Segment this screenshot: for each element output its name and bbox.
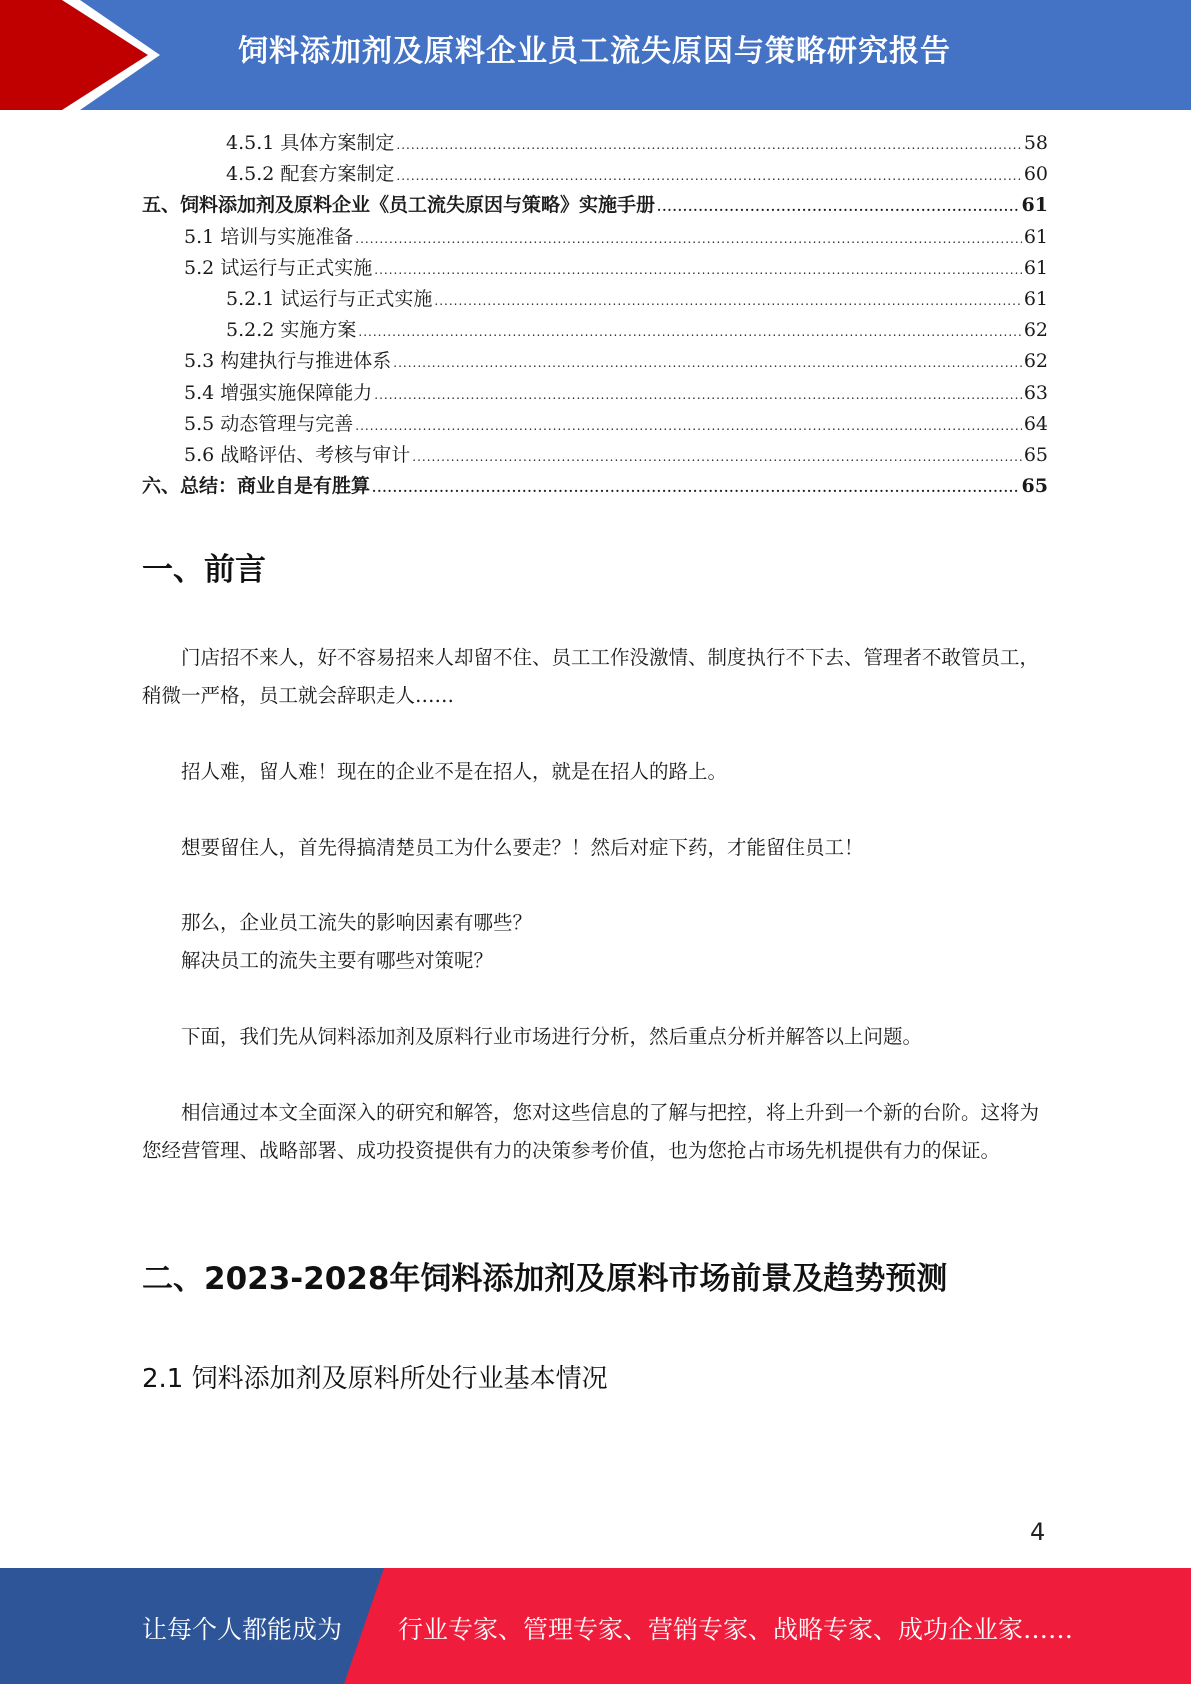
- subsection-heading: 2.1 饲料添加剂及原料所处行业基本情况: [142, 1364, 608, 1394]
- toc-entry-page: 61: [1023, 256, 1048, 279]
- toc-entry[interactable]: [142, 128, 1048, 159]
- toc-entry[interactable]: [142, 409, 1048, 440]
- footer-slogan-right: 行业专家、管理专家、营销专家、战略专家、成功企业家……: [398, 1615, 1074, 1644]
- toc-leader-dots: [396, 130, 1021, 161]
- toc-leader-dots: [396, 161, 1021, 192]
- toc-leader-dots: [358, 317, 1021, 348]
- paragraph: 解决员工的流失主要有哪些对策呢？: [181, 949, 494, 972]
- page-footer: [0, 1568, 1191, 1684]
- toc-entry-page: 61: [1021, 194, 1048, 217]
- toc-leader-dots: [434, 286, 1021, 317]
- toc-entry-page: 62: [1023, 350, 1048, 373]
- toc-leader-dots: [412, 442, 1022, 473]
- paragraph: 招人难，留人难！现在的企业不是在招人，就是在招人的路上。: [181, 760, 728, 783]
- footer-slogan-left: 让每个人都能成为: [142, 1615, 343, 1644]
- section-heading-preface: 一、前言: [142, 552, 266, 588]
- toc-entry-label: 5.4 增强实施保障能力: [184, 381, 373, 404]
- toc-entry-label: 4.5.2 配套方案制定: [226, 163, 395, 186]
- toc-entry-page: 60: [1023, 163, 1048, 186]
- paragraph: 想要留住人，首先得搞清楚员工为什么要走？！然后对症下药，才能留住员工！: [181, 836, 864, 859]
- toc-entry-label: 五、饲料添加剂及原料企业《员工流失原因与策略》实施手册: [142, 194, 656, 217]
- toc-leader-dots: [374, 255, 1022, 286]
- toc-entry[interactable]: [142, 378, 1048, 409]
- toc-entry-label: 5.1 培训与实施准备: [184, 225, 354, 248]
- toc-entry[interactable]: [142, 315, 1048, 346]
- toc-leader-dots: [374, 380, 1022, 411]
- toc-entry-label: 5.2.2 实施方案: [226, 319, 357, 342]
- toc-leader-dots: [393, 348, 1022, 379]
- paragraph: 下面，我们先从饲料添加剂及原料行业市场进行分析，然后重点分析并解答以上问题。: [181, 1025, 923, 1048]
- paragraph: 门店招不来人，好不容易招来人却留不住、员工工作没激情、制度执行不下去、管理者不敢管员工，稍微一严格，员工就会辞职走人……: [142, 646, 1040, 707]
- toc-leader-dots: [657, 192, 1020, 223]
- toc-entry-page: 63: [1023, 381, 1048, 404]
- toc-entry-label: 5.2 试运行与正式实施: [184, 256, 373, 279]
- toc-entry[interactable]: [142, 222, 1048, 253]
- section-heading-market-forecast: 二、2023-2028年饲料添加剂及原料市场前景及趋势预测: [142, 1261, 948, 1297]
- toc-entry[interactable]: [142, 346, 1048, 377]
- paragraph: 那么，企业员工流失的影响因素有哪些？: [181, 911, 533, 934]
- toc-entry-page: 64: [1023, 412, 1048, 435]
- toc-leader-dots: [355, 224, 1022, 255]
- toc-entry-label: 4.5.1 具体方案制定: [226, 132, 395, 154]
- toc-entry-page: 61: [1023, 287, 1048, 310]
- toc-entry[interactable]: [142, 253, 1048, 284]
- toc-entry[interactable]: [142, 190, 1048, 221]
- page-number: 4: [1030, 1518, 1046, 1546]
- header-title: 饲料添加剂及原料企业员工流失原因与策略研究报告: [238, 34, 951, 69]
- toc-entry-page: 65: [1021, 475, 1048, 498]
- toc-entry-page: 62: [1023, 319, 1048, 342]
- toc-leader-dots: [372, 473, 1020, 504]
- toc-entry-label: 5.2.1 试运行与正式实施: [226, 287, 433, 310]
- toc-entry-label: 5.3 构建执行与推进体系: [184, 350, 392, 373]
- table-of-contents: [142, 128, 1048, 502]
- toc-entry-page: 61: [1023, 225, 1048, 248]
- toc-leader-dots: [355, 411, 1022, 442]
- page-header: [0, 0, 1191, 110]
- toc-entry[interactable]: [142, 471, 1048, 502]
- paragraph: 相信通过本文全面深入的研究和解答，您对这些信息的了解与把控，将上升到一个新的台阶。这将为您经营管理、战略部署、成功投资提供有力的决策参考价值，也为您抢占市场先机提供有力的保证。: [142, 1101, 1040, 1162]
- toc-entry-label: 5.6 战略评估、考核与审计: [184, 443, 411, 466]
- toc-entry[interactable]: [142, 284, 1048, 315]
- toc-entry[interactable]: [142, 159, 1048, 190]
- toc-entry-label: 5.5 动态管理与完善: [184, 412, 354, 435]
- toc-entry-page: 65: [1023, 443, 1048, 466]
- toc-entry-label: 六、总结：商业自是有胜算: [142, 475, 371, 498]
- toc-entry-page: 58: [1023, 132, 1048, 154]
- toc-entry[interactable]: [142, 440, 1048, 471]
